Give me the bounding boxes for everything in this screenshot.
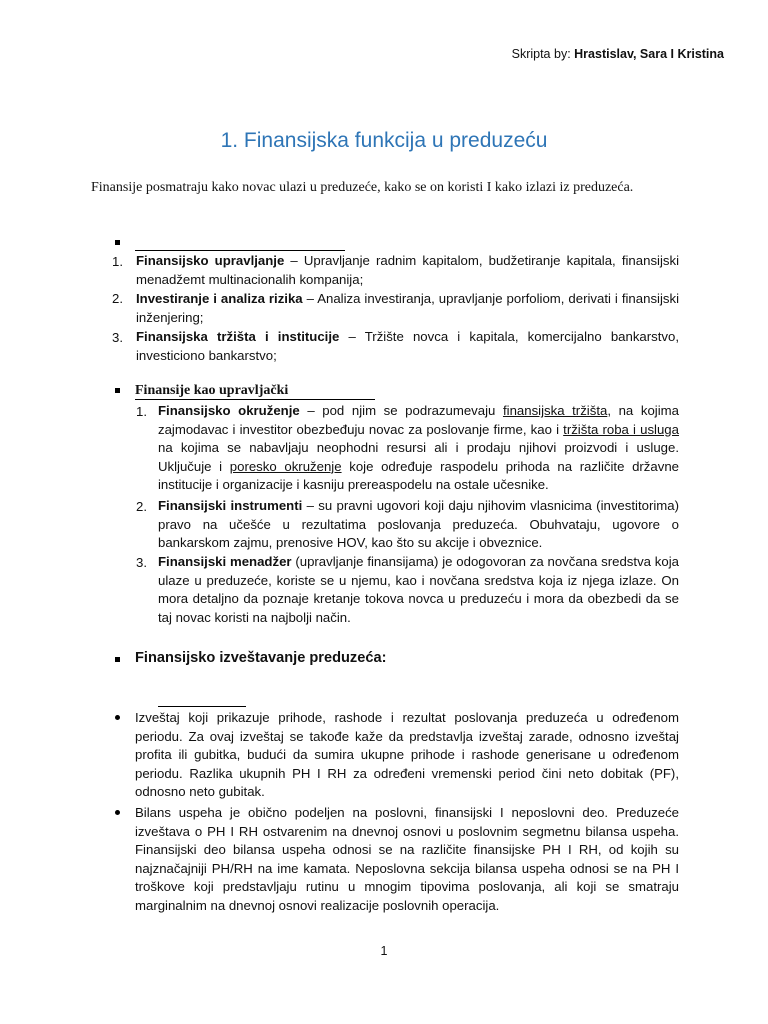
- bullet-item: Izveštaj koji prikazuje prihode, rashode i rezultat poslovanja preduzeća u određenom periodu. Za ovaj izveštaj se takođe kaže da predstavlja izveštaj zarade, odnosno izveštaj profita ili gubitka, budući da sumira ukupne prihode i rashode generisane u određenom periodu. Razlika ukupnih PH I RH za određeni vremenski period čini neto dobitak (PF), odnosno neto gubitak.: [135, 710, 679, 800]
- page-header: [512, 47, 724, 61]
- bullet-dot: [115, 810, 120, 815]
- list-number: 2.: [112, 291, 123, 306]
- list-number: 2.: [136, 499, 147, 514]
- bullet-dot: [115, 715, 120, 720]
- list-number: 1.: [112, 254, 123, 269]
- list-item: Investiranje i analiza rizika – Analiza investiranja, upravljanje porfoliom, derivati i finansijski inženjering;: [136, 291, 680, 325]
- list-number: 3.: [136, 555, 147, 570]
- list-number: 1.: [136, 404, 147, 419]
- chapter-title: 1. Finansijska funkcija u preduzeću: [220, 129, 548, 152]
- bullet-square: [115, 388, 120, 393]
- list-item: Finansijsko okruženje – pod njim se podrazumevaju finansijska tržišta, na kojima zajmodavac i investitor obezbeđuju novac za poslovanje firme, kao i tržišta roba i usluga na kojima se nabavljaju neophodni resursi ali i prodaju njihovi proizvodi i usluge. Uključuje i poresko okruženje koje određuje raspodelu prihoda na različite državne institucije i organizacije i kasniju prereaspodelu na ostale učesnike.: [158, 403, 679, 493]
- section-heading: Finansije kao upravljački: [135, 383, 289, 398]
- bullet-item: Bilans uspeha je obično podeljen na poslovni, finansijski I neposlovni deo. Preduzeće izveštava o PH I RH ostvarenim na dnevnoj osnovi u poslovnim segmetnu bilansa uspeha. Finansijski deo bilansa uspeha odnosi se na različite finansijske PH I RH, od kojih su najznačajniji PH/RH na ime kamata. Neposlovna sekcija bilansa uspeha odnosi se na PH I troškove koji predstavljaju rutinu u mnogim tipovima poslovanja, ali koji se smatraju marginalnim na dnevnoj osnovi realizacije poslovnih operacija.: [135, 805, 679, 913]
- bullet-square: [115, 657, 120, 662]
- page-number: 1: [380, 944, 388, 958]
- list-number: 3.: [112, 330, 123, 345]
- list-item: Finansijski menadžer (upravljanje finansijama) je odogovoran za novčana sredstva koja ulaze u preduzeće, koriste se u njemu, kao i novčana sredstva koja iz njega izlaze. On mora detaljno da poznaje kretanje tokova novca u preduzeću i mora da obezbedi da se taj novac koristi na najbolji način.: [158, 554, 679, 625]
- heading-underline: [135, 399, 375, 400]
- list-item: Finansijski instrumenti – su pravni ugovori koji daju njihovim vlasnicima (investitorima) pravo na učešće u rezultatima poslovanja preduzeća. Obuhvataju, ugovore o bankarskom zajmu, prenosive HOV, kao što su akcije i obveznice.: [158, 498, 679, 551]
- intro-paragraph: Finansije posmatraju kako novac ulazi u preduzeće, kako se on koristi I kako izlazi iz preduzeća.: [91, 180, 634, 195]
- heading-underline: [158, 706, 246, 707]
- header-authors: Hrastislav, Sara I Kristina: [574, 47, 724, 61]
- header-prefix: Skripta by:: [511, 47, 571, 61]
- list-item: Finansijska tržišta i institucije – Tržište novca i kapitala, komercijalno bankarstvo, investiciono bankarstvo;: [136, 329, 679, 363]
- list-item: Finansijsko upravljanje – Upravljanje radnim kapitalom, budžetiranje kapitala, finansijski menadžemt multinacionalih kompanija;: [136, 253, 680, 287]
- bullet-square: [115, 240, 120, 245]
- section-heading: Finansijsko izveštavanje preduzeća:: [135, 650, 387, 666]
- heading-underline: [135, 250, 345, 251]
